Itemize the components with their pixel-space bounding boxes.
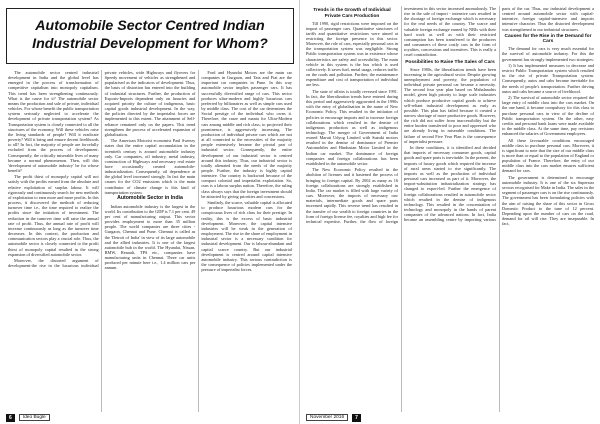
article-title-box: [6, 8, 294, 64]
section-heading: Automobile Sector in India: [117, 195, 183, 202]
right-footer: [306, 413, 365, 422]
body-paragraph: The American Motorist economist Paul Sweezy states that the entire capital accumulation in the twentieth century is around automobile industry only. Car companies, oil industry, metal industry, construction of Highways and necessary real estate have occasionally created automobile-industrialization. Consequently, oil dependence at the global level increased strongly. In fact the main causes for the CO2 emissions which is the main contributor of climate change is this kind of transportation system.: [104, 138, 196, 195]
body-paragraph: The New Economic Policy resulted in the abolition of licenses and it hastened the process of bringing in foreign capital. By 2002 as many as 16 foreign collaborations are strongly established in India. The car market is filled with large variety of cars. Moreover, the imports of necessary raw materials, intermediate goods and spare parts increased rapidly. This reverse trend has resulted in the transfer of our wealth to foreign countries in the form of foreign license fee, royalties and high fee for technical expertise. Further, the flow of foreign investment in this sector increased anomalously. The rise in the sale of import - intensive cars resulted in the shortage of foreign exchange which is necessary for the real needs of the country. The scarce and valuable foreign exchange earned by NRIs with their hard work as well as with their restricted consumption has been transferred to the producers and consumers of these costly cars in the form of royalties, concessions and incentives. This is really a cruel contradiction.: [306, 6, 496, 224]
left-body-columns: [8, 70, 292, 412]
body-paragraph: In these conditions, it is identified and decided that imports of necessary consumer goods, capital goods and spare parts is inevitable. In the present, the imports of luxury goods which required the increase of rural areas started to rise significantly. The imports as well as the production of individual personal cars increased as part of it. Moreover, the import-substitution industrialization strategy has changed to export-led. Further the emergence of foreign collaborations resulted in automobile sector which resulted in the demise of indigenous technology. This resulted in the concentration of technology and monopoly in the hands of parent companies of the advanced nations. In fact, India became an assembling centre by importing various parts of the car. Thus, our industrial development a centred around automobile sector with capital-intensive, foreign capital-intensive and imports intensive character. Thus the distorted development was strengthened in our industrial structures.: [404, 6, 594, 223]
body-paragraph: 1) It has implemented measures to decrease and restrict Public Transportation system which resulted in the rise of private Transportation system. Consequently, autos and cabs became inevitable for the needs of people's transportation. Further driving autos and cabs became a source of livelihood.: [502, 62, 594, 94]
left-footer: [6, 413, 50, 422]
body-paragraph: Indian automobile industry is the largest in the world. Its contribution to the GDP is 7.1 per cent. 49 per cent of manufacturing output. This sector provides employment to more than 35 million people. The world companies are three cities - Gurgaon, Chennai and Pune. Chennai is called as the 'Detroit of India' in view of its large automobile and the allied industries. It is one of the largest automobile hub in the world. The Hyundai, Nissan, BMW, Renault, TPS etc., companies have manufacturing units in Chennai. Three car units produced per minute here i.e., 1.4 million cars per annum.: [104, 203, 196, 271]
body-paragraph: Moreover, the distorted argument of development-the rise in the luxurious individual private vehicles, wide Highways and flyovers for Speedy movement of vehicles as strengthened and popularised as the indicators of development. Thus, the basis of distortion has entered into the building of industrial structures. Further, the production of Exports-Imports dependent only on luxuries and acquired priority the culture of indigenous, basic capital goods industrial development. In the way, the policies directed by the imperialist forces are implemented to this extent. The attainment of Self-reliance remained only on the papers. This trend strengthens the process of accelerated expansion of globalisation.: [8, 70, 196, 269]
body-paragraph: Since 1980s, the liberalisation trends have been increasing in the agricultural sector. Despite growing unemployment and poverty, the population of individual private personal car became a necessity. The second four year plan based on Mahalanobis model, given high priority to large scale industries which produce productive capital goods to achieve self-reliant industrial development as early as possible. This plan has failed because it created a narrow shortage of more productive goods. However, the rich did not suffer from inaccessibility but the entire burden transferred to poor and oppressed who are already living in miserable conditions. The failure of second Five Year Plan is the consequence of imperialist pressure.: [404, 66, 496, 144]
body-paragraph: The automobile sector centred industrial development in India and the global level has emerged in the process of transformation of competitive capitalism into monopoly capitalism. This trend has been strengthening continuously. What is the cause for it? The automobile sector means the production and sale of private, individual vehicles. For whose benefit the public transportation system seriously neglected to accelerate the development of private transportation system? As Transportation system is closely connected to all the structures of the economy, Will these vehicles raise the living standards of people? Will it eradicate poverty? Will it bring and ensure decent livelihoods to all? In fact, the majority of people are forcefully excluded from the process of development. Consequently, the critically miserable lives of many became a normal phenomenon. Then, will this 'development of automobile industry' be for whose benefit?: [8, 70, 99, 173]
body-paragraph: All these favourable conditions encouraged middle class to purchase personal cars. Moreover, it is significant to note that the size of our middle class is more than or equal to the population of England or population of France. Therefore, the entry of our middle class into the cars market ensures sufficient demand for cars.: [502, 137, 594, 174]
body-paragraph: 2) The survival of automobile sector required the large entry of middle class into the cars market. On the one hand, it became compulsory for this class to purchase personal cars in view of the decline of Public transportation system. On the other, easy credits and personal bank loans were made available to the middle class. At the same time, pay revisions enhanced the salaries of Government employees.: [502, 95, 594, 137]
body-paragraph: The profit thirst of monopoly capital will not satisfy with the profits earned from the absolute and relative exploitation of surplus labour. It will rigorously and continuously search for new methods of exploitation to earn more and more profits. In this process, it discovered the methods of reducing turnover time i.e., the time required to realize the profits since the initiation of investment. The reduction in the turnover time will raise the annual rate of profit. Thus, the annual rate of profit will increase continuously as long as the turnover time decreases. In this context, the production and communication sectors play a crucial role. Thus, the automobile sector is closely connected to the profit thirst of monopoly capital resulted in the strong expansion of diversified automobile sector.: [8, 174, 99, 257]
body-paragraph: Ford and Hyundai Motors are the main car companies in Gurgaon, and Tata and Fiat are the important car companies in Pune. In this way automobile sector implies passenger cars. It has successfully diversified range of cars. This sector produces ultra-modern and highly luxurious cars preferred by billionaires as well as simple cars used by middle class. The cost of the car determines the Social prestige of the individual who owns it. Therefore, the craze and mania for Ultra-Modern cars among middle and rich class, to projected their prominence, is aggressively increasing. The production of individual private cars which are not at all connected to the necessities of the majority people extensively became the pivotal part of industrial sector. Consequently, the entire development of our industrial sector is centred around this industry. Thus, our industrial sector is totally alienated from the needs of the majority people. Further, the industry is highly capital intensive. Our country is backward because of the compact colonial and imperialist exploitation. So, ours is a labour surplus nation. Therefore, the ruling class always says that the foreign investment should be attracted by giving priorities and concessions.: [201, 70, 292, 199]
article-title: [32, 18, 268, 54]
section-heading: Possibilities to Raise The Sales of Cars: [405, 59, 495, 65]
section-heading: Causes for the Rise in the Demand for Cars: [504, 33, 592, 45]
page-number: 6: [6, 414, 15, 422]
title-line-2: Industrial Development for Whom?: [32, 36, 268, 52]
body-paragraph: The government is determined to encourage automobile industry. It is one of the six Superstar sectors recognised for Make in India. The sales in the segment of passenger cars is on the rise continuously. The government has been formulating policies with the aim of raising the share of this sector in Gross Domestic Product to the tune of 12 percent. Depending upon the number of cars on the road, demand for oil will rise. They are inseparable. In fact,: [502, 174, 594, 227]
body-paragraph: The demand for cars is very much essential for the survival of automobile industry. For this the government has strongly implemented two strategies:: [502, 46, 594, 62]
title-line-1: Automobile Sector Centred Indian: [35, 18, 265, 35]
page-number: 7: [352, 414, 361, 422]
section-heading: Trends in the Growth of Individual Private Cars Production: [313, 8, 391, 19]
body-paragraph: The state of affairs is totally reversed since 1991. In fact, the liberalization trends have entered during this period and aggressively aggravated in the 1990s with the entry of globalisation in the name of New Economic Policy. This resulted in the initiation of policies to encourage imports and to increase foreign collaborations which resulted in the demise of indigenous production as well as indigenous technology. The merger of Government of India owned Maruti Udyog Limited with Suzuki motors resulted in the demise of dominance of Premier Automobiles and Hindustan Motor Limited in the Indian car market. The dominance of foreign companies and foreign collaborations has been established in the automobile sector.: [306, 88, 398, 166]
right-page: [300, 0, 600, 424]
body-paragraph: Similarly, the scarce, valuable capital is allocated to produce luxurious modern cars for the conspicuous lives of rich class for their prestige. In reality, this is the excess of basic industrial development. Moreover, the capital intensive industries will be weak in the generation of employment. The rise in the share of employment in industrial sector is a necessary condition for industrial development. Our is labour-abundant and capital scarce country. But our industrial development is centred around capital intensive automobile industry. This serious contradiction is the consequence of policies implemented under the pressure of imperialist forces.: [201, 200, 292, 273]
right-body-columns: [306, 6, 594, 412]
issue-date: November 2016: [306, 414, 348, 421]
body-paragraph: Till 1990, rigid restrictions were imposed on the import of passenger cars. Quantitative structures of tariffs and quantitative restrictions were aimed at restricting the foreign presence in this sector. Moreover, the role of cars, especially personal cars in the transportation system was negligible. Strong Public transportation system was in existence whose characteristics are safety and accessibility. The main vehicle in this system is the bus which is used collectively. It saves fuel, metal usage, reduces traffic on the roads and pollution. Further, the maintenance expenditure and cost of transportation of individual are less.: [306, 20, 398, 88]
magazine-name: Ideo Bugle: [19, 414, 50, 421]
